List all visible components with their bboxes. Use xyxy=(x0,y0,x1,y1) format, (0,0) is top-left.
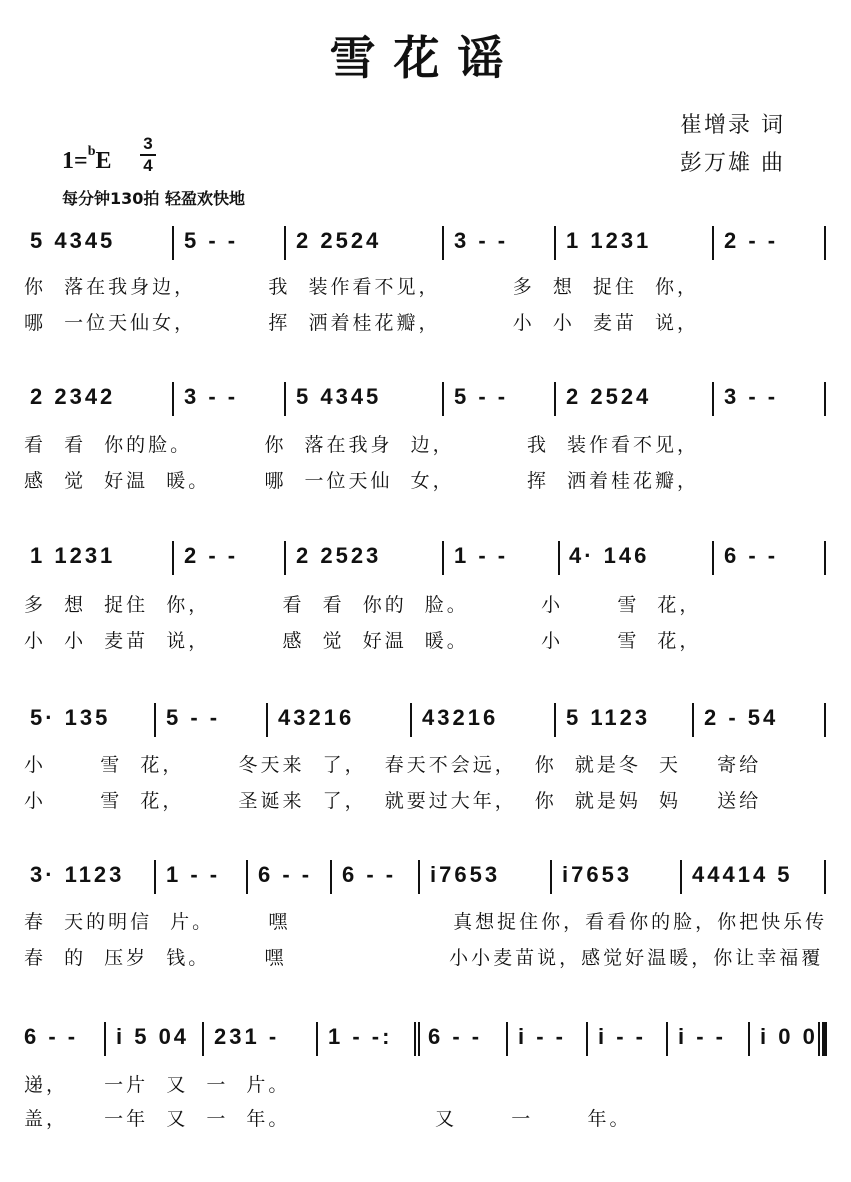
tempo-marking: 每分钟130拍 轻盈欢快地 xyxy=(62,189,245,208)
measure: i7653 xyxy=(430,862,501,887)
bar-line xyxy=(316,1022,318,1056)
measure: i - - xyxy=(518,1024,566,1049)
bar-line xyxy=(824,703,826,737)
bar-line xyxy=(418,1022,420,1056)
lyric-line-verse-1: 递， 一片 又 一 片。 xyxy=(24,1074,291,1096)
bar-line xyxy=(266,703,268,737)
measure: 1 1231 xyxy=(566,228,652,253)
measure: 3 - - xyxy=(724,384,779,409)
bar-line xyxy=(554,226,556,260)
bar-line xyxy=(442,226,444,260)
bar-line xyxy=(172,226,174,260)
flat-sign: b xyxy=(87,144,96,159)
measure: 3 - - xyxy=(184,384,239,409)
bar-line xyxy=(104,1022,106,1056)
measure: 4· 146 xyxy=(569,543,650,568)
bar-line xyxy=(330,860,332,894)
lyric-line-verse-2: 哪 一位天仙女， 挥 洒着桂花瓣， 小 小 麦苗 说， xyxy=(24,312,700,334)
final-bar-line-thick xyxy=(822,1022,827,1056)
bar-line xyxy=(172,541,174,575)
bar-line xyxy=(824,226,826,260)
lyric-line-verse-2: 小 雪 花， 圣诞来 了， 就要过大年， 你 就是妈 妈 送给 xyxy=(24,790,762,812)
key-signature xyxy=(62,144,112,175)
lyric-line-verse-1: 小 雪 花， 冬天来 了， 春天不会远， 你 就是冬 天 寄给 xyxy=(24,754,762,776)
bar-line xyxy=(666,1022,668,1056)
bar-line xyxy=(550,860,552,894)
time-signature xyxy=(140,135,156,175)
bar-line xyxy=(712,226,714,260)
measure: 3 - - xyxy=(454,228,509,253)
bar-line xyxy=(824,860,826,894)
measure: 6 - - xyxy=(724,543,779,568)
lyric-line-verse-1: 你 落在我身边， 我 装作看不见， 多 想 捉住 你， xyxy=(24,276,700,298)
bar-line xyxy=(202,1022,204,1056)
bar-line xyxy=(246,860,248,894)
measure: 5 - - xyxy=(166,705,221,730)
measure: i - - xyxy=(678,1024,726,1049)
measure: 2 2524 xyxy=(566,384,652,409)
measure: i7653 xyxy=(562,862,633,887)
bar-line xyxy=(712,541,714,575)
time-bottom: 4 xyxy=(143,156,153,175)
bar-line xyxy=(154,703,156,737)
composer-credit: 彭万雄 曲 xyxy=(680,151,785,176)
bar-line xyxy=(284,226,286,260)
measure: 6 - - xyxy=(342,862,397,887)
bar-line xyxy=(680,860,682,894)
bar-line xyxy=(554,382,556,416)
bar-line xyxy=(712,382,714,416)
measure: i 5 04 xyxy=(116,1024,190,1049)
measure: 5 4345 xyxy=(30,228,116,253)
measure: 2 2342 xyxy=(30,384,116,409)
measure: 5 - - xyxy=(454,384,509,409)
bar-line xyxy=(442,541,444,575)
lyric-line-verse-2: 感 觉 好温 暖。 哪 一位天仙 女， 挥 洒着桂花瓣， xyxy=(24,470,700,492)
measure: 5 1123 xyxy=(566,705,651,730)
bar-line xyxy=(554,703,556,737)
lyric-line-verse-1: 春 天的明信 片。 嘿 真想捉住你，看看你的脸，你把快乐传 xyxy=(24,911,828,933)
measure: 5· 135 xyxy=(30,705,111,730)
measure: 5 4345 xyxy=(296,384,382,409)
measure: 3· 1123 xyxy=(30,862,125,887)
measure: 5 - - xyxy=(184,228,239,253)
measure: 231 - xyxy=(214,1024,280,1049)
bar-line xyxy=(506,1022,508,1056)
bar-line xyxy=(410,703,412,737)
measure: 43216 xyxy=(278,705,355,730)
measure: i 0 0 xyxy=(760,1024,818,1049)
measure: 43216 xyxy=(422,705,499,730)
bar-line xyxy=(172,382,174,416)
measure: 1 - - xyxy=(454,543,509,568)
bar-line xyxy=(558,541,560,575)
measure: 2 - 54 xyxy=(704,705,779,730)
bar-line xyxy=(154,860,156,894)
lyric-line-verse-1: 多 想 捉住 你， 看 看 你的 脸。 小 雪 花， xyxy=(24,594,702,616)
measure: 6 - - xyxy=(428,1024,483,1049)
bar-line xyxy=(692,703,694,737)
lyric-line-verse-2: 小 小 麦苗 说， 感 觉 好温 暖。 小 雪 花， xyxy=(24,630,702,652)
lyric-line-verse-2: 盖， 一年 又 一 年。 又 一 年。 xyxy=(24,1108,632,1130)
measure: 2 - - xyxy=(184,543,239,568)
bar-line xyxy=(824,541,826,575)
measure: 2 2524 xyxy=(296,228,382,253)
measure: 44414 5 xyxy=(692,862,793,887)
bar-line xyxy=(586,1022,588,1056)
final-bar-line xyxy=(818,1022,820,1056)
song-title: 雪花谣 xyxy=(329,31,522,85)
lyric-line-verse-1: 看 看 你的脸。 你 落在我身 边， 我 装作看不见， xyxy=(24,434,700,456)
bar-line xyxy=(748,1022,750,1056)
measure: 1 - -: xyxy=(328,1024,393,1049)
measure: 6 - - xyxy=(24,1024,79,1049)
measure: i - - xyxy=(598,1024,646,1049)
measure: 6 - - xyxy=(258,862,313,887)
bar-line xyxy=(418,860,420,894)
lyric-line-verse-2: 春 的 压岁 钱。 嘿 小小麦苗说，感觉好温暖，你让幸福覆 xyxy=(24,947,824,969)
bar-line xyxy=(442,382,444,416)
bar-line xyxy=(414,1022,416,1056)
key-note: E xyxy=(95,148,112,174)
measure: 2 - - xyxy=(724,228,779,253)
bar-line xyxy=(284,541,286,575)
measure: 2 2523 xyxy=(296,543,382,568)
lyricist-credit: 崔增录 词 xyxy=(680,113,785,138)
time-top: 3 xyxy=(143,134,153,153)
bar-line xyxy=(284,382,286,416)
key-prefix: 1= xyxy=(62,148,88,174)
measure: 1 - - xyxy=(166,862,221,887)
measure: 1 1231 xyxy=(30,543,116,568)
bar-line xyxy=(824,382,826,416)
